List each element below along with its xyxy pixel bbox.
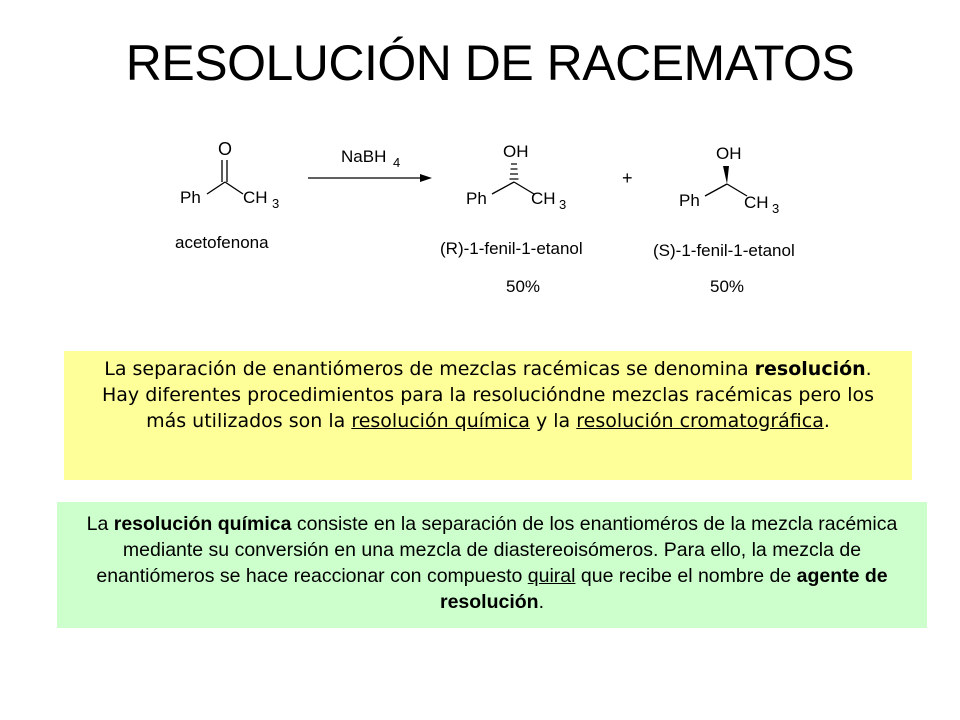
term-resolucion-quimica: resolución química <box>351 410 530 432</box>
slide-title: RESOLUCIÓN DE RACEMATOS <box>125 35 855 91</box>
methyl-subscript: 3 <box>272 196 280 211</box>
reactant-name: acetofenona <box>175 233 269 252</box>
definition-box: La separación de enantiómeros de mezclas racémicas se denomina resolución. Hay diferentes procedimientos para la resolucióndne mezclas racémicas pero los más utilizados son la resolución química y la resolución cromatográfica. <box>64 351 912 480</box>
methyl-subscript: 3 <box>559 197 567 212</box>
hydroxyl-label: OH <box>716 144 742 163</box>
bond-line <box>492 182 514 194</box>
term-quiral: quiral <box>527 565 576 587</box>
term-resolucion: resolución <box>754 358 866 380</box>
bond-line <box>225 182 243 194</box>
product-s-percent: 50% <box>710 277 745 296</box>
arrow-head <box>420 174 432 182</box>
product-s-enantiomer <box>653 144 795 296</box>
phenyl-label: Ph <box>679 191 700 210</box>
term-agente-de-resolucion: agente de resolución <box>439 565 888 613</box>
bond-line <box>705 184 727 196</box>
product-r-name: (R)-1-fenil-1-etanol <box>440 239 583 258</box>
term-resolucion-quimica-bold: resolución química <box>113 513 292 535</box>
carbonyl-oxygen-label: O <box>218 139 233 159</box>
methyl-label: CH <box>744 193 769 212</box>
product-r-percent: 50% <box>506 277 541 296</box>
methyl-label: CH <box>243 188 268 207</box>
reagent-subscript: 4 <box>393 155 401 170</box>
hashed-wedge-bond <box>510 164 519 179</box>
reagent-label: NaBH <box>341 147 387 166</box>
phenyl-label: Ph <box>180 188 201 207</box>
reaction-arrow <box>308 147 432 182</box>
solid-wedge-bond <box>723 166 729 184</box>
term-resolucion-cromatografica: resolución cromatográfica <box>576 410 824 432</box>
reaction-scheme <box>0 120 960 305</box>
product-s-name: (S)-1-fenil-1-etanol <box>653 241 795 260</box>
bond-line <box>207 182 225 194</box>
chemical-resolution-box: La resolución química consiste en la separación de los enantioméros de la mezcla racémica mediante su conversión en una mezcla de diastereoisómeros. Para ello, la mezcla de enantiómeros se hace reaccionar con compuesto quiral que recibe el nombre de agente de resolución. <box>57 502 927 628</box>
plus-sign: + <box>622 168 633 188</box>
product-r-enantiomer <box>440 142 583 296</box>
methyl-label: CH <box>531 189 556 208</box>
phenyl-label: Ph <box>466 189 487 208</box>
hydroxyl-label: OH <box>503 142 529 161</box>
reactant-acetofenona <box>175 139 279 252</box>
methyl-subscript: 3 <box>772 201 780 216</box>
